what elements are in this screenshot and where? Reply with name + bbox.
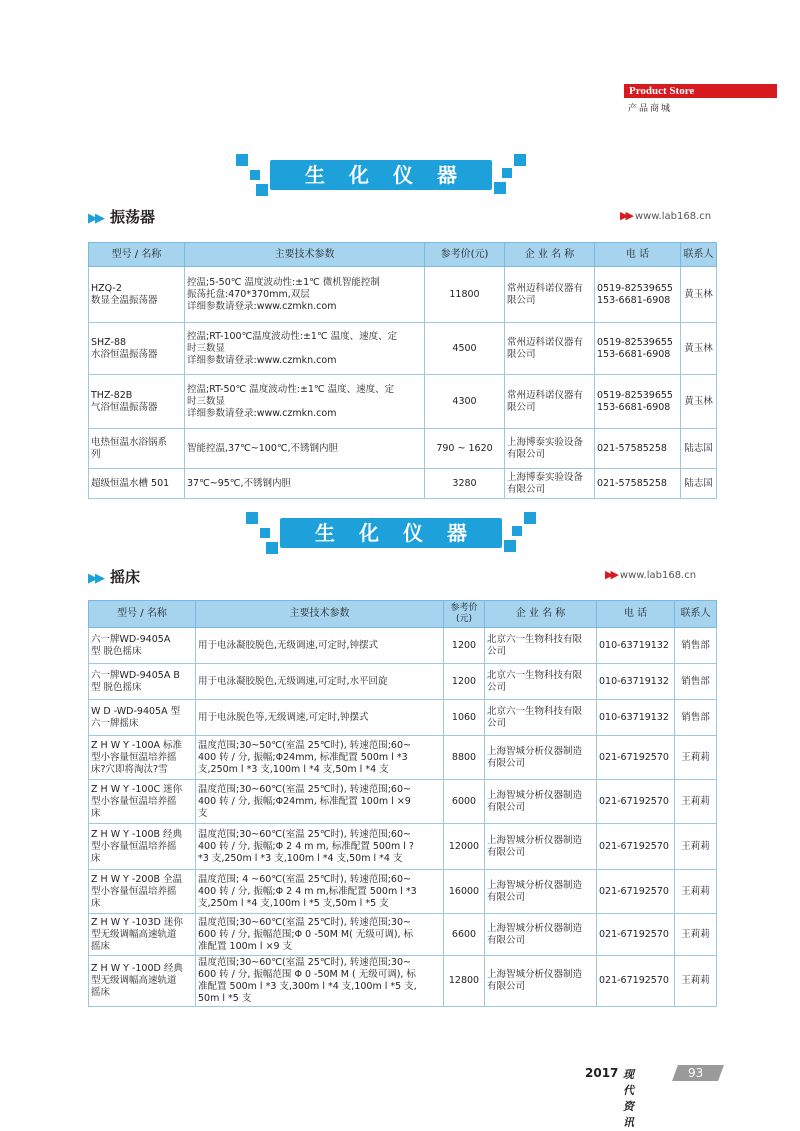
cell-contact: 陆志国	[681, 469, 717, 499]
cell-phone: 021-67192570	[597, 780, 675, 824]
column-header: 企 业 名 称	[485, 601, 597, 628]
cell-company: 上海智城分析仪器制造 有限公司	[485, 736, 597, 780]
table-row	[89, 628, 717, 664]
cell-contact: 王莉莉	[675, 914, 717, 956]
cell-params: 温度范围;30~60℃(室温 25℃时), 转速范围;30~ 600 转 / 分, 振幅范围;Φ 0 -50M M( 无级可调), 标 准配置 100m l ×9 支	[196, 914, 444, 956]
table-row	[89, 956, 717, 1007]
arrows-icon: ▶▶	[620, 209, 631, 222]
banner-main	[270, 160, 492, 190]
table-row	[89, 824, 717, 870]
cell-params: 控温;RT-50℃ 温度波动性:±1℃ 温度、速度、定 时三数显 详细参数请登录:www.czmkn.com	[185, 375, 425, 429]
cell-company: 常州迈科诺仪器有 限公司	[505, 375, 595, 429]
cell-price: 1200	[444, 628, 485, 664]
cell-company: 常州迈科诺仪器有 限公司	[505, 323, 595, 375]
banner-square	[514, 154, 526, 166]
section-title-text: 摇床	[110, 568, 141, 586]
table-row	[89, 780, 717, 824]
cell-contact: 王莉莉	[675, 824, 717, 870]
cell-phone: 010-63719132	[597, 628, 675, 664]
cell-phone: 0519-82539655 153-6681-6908	[595, 267, 681, 323]
cell-price: 6600	[444, 914, 485, 956]
cell-price: 12000	[444, 824, 485, 870]
site-link-text: www.lab168.cn	[634, 211, 712, 222]
brand-bar	[624, 84, 777, 98]
cell-company: 北京六一生物科技有限 公司	[485, 628, 597, 664]
banner-square	[260, 528, 270, 538]
cell-contact: 黄玉林	[681, 375, 717, 429]
cell-phone: 021-67192570	[597, 736, 675, 780]
table-row	[89, 323, 717, 375]
arrows-icon: ▶▶	[605, 568, 616, 581]
cell-contact: 王莉莉	[675, 736, 717, 780]
table-row	[89, 267, 717, 323]
cell-name: 电热恒温水浴锅系 列	[89, 429, 185, 469]
table-header-row	[89, 601, 717, 628]
cell-company: 上海智城分析仪器制造 有限公司	[485, 824, 597, 870]
cell-params: 用于电泳凝胶脱色,无级调速,可定时,钟摆式	[196, 628, 444, 664]
column-header: 企 业 名 称	[505, 243, 595, 267]
cell-params: 温度范围;30~50℃(室温 25℃时), 转速范围;60~ 400 转 / 分, 振幅;Φ24mm, 标准配置 500m l *3 支,250m l *3 支,100m l *4 支,50m l *4 支	[196, 736, 444, 780]
cell-company: 上海智城分析仪器制造 有限公司	[485, 780, 597, 824]
cell-price: 12800	[444, 956, 485, 1007]
arrows-icon: ▶▶	[88, 571, 102, 586]
column-header: 主要技术参数	[185, 243, 425, 267]
column-header: 联系人	[681, 243, 717, 267]
cell-name: W D -WD-9405A 型 六一牌摇床	[89, 700, 196, 736]
banner-title: 生化仪器	[305, 163, 481, 187]
cell-name: HZQ-2 数显全温振荡器	[89, 267, 185, 323]
cell-contact: 黄玉林	[681, 323, 717, 375]
brand-subtitle: 产品商城	[628, 104, 673, 114]
cell-phone: 010-63719132	[597, 664, 675, 700]
column-header: 型号 / 名称	[89, 243, 185, 267]
cell-contact: 王莉莉	[675, 780, 717, 824]
brand-label: Product Store	[629, 85, 695, 97]
cell-price: 3280	[425, 469, 505, 499]
cell-name: Z H W Y -100B 经典 型小容量恒温培养摇 床	[89, 824, 196, 870]
cell-phone: 021-67192570	[597, 956, 675, 1007]
table-row	[89, 469, 717, 499]
table-row	[89, 429, 717, 469]
cell-params: 控温;RT-100℃温度波动性:±1℃ 温度、速度、定 时三数显 详细参数请登录:www.czmkn.com	[185, 323, 425, 375]
banner-main	[280, 518, 502, 548]
table-row	[89, 700, 717, 736]
cell-price: 790 ~ 1620	[425, 429, 505, 469]
table-row	[89, 914, 717, 956]
cell-price: 11800	[425, 267, 505, 323]
cell-price: 4500	[425, 323, 505, 375]
cell-company: 上海智城分析仪器制造 有限公司	[485, 914, 597, 956]
table-row	[89, 664, 717, 700]
banner-title: 生化仪器	[315, 521, 491, 545]
cell-phone: 021-57585258	[595, 429, 681, 469]
table-row	[89, 736, 717, 780]
cell-name: Z H W Y -100C 迷你 型小容量恒温培养摇 床	[89, 780, 196, 824]
cell-company: 上海智城分析仪器制造 有限公司	[485, 956, 597, 1007]
cell-contact: 陆志国	[681, 429, 717, 469]
column-header: 参考价 (元)	[444, 601, 485, 628]
cell-contact: 黄玉林	[681, 267, 717, 323]
cell-params: 用于电泳脱色等,无级调速,可定时,钟摆式	[196, 700, 444, 736]
section-title	[88, 206, 155, 227]
cell-params: 温度范围;30~60℃(室温 25℃时), 转速范围;60~ 400 转 / 分, 振幅;Φ 2 4 m m, 标准配置 500m l ? *3 支,250m l *3 支,100m l *4 支,50m l *4 支	[196, 824, 444, 870]
column-header: 电 话	[595, 243, 681, 267]
cell-name: SHZ-88 水浴恒温振荡器	[89, 323, 185, 375]
column-header: 联系人	[675, 601, 717, 628]
cell-params: 用于电泳凝胶脱色,无级调速,可定时,水平回旋	[196, 664, 444, 700]
cell-phone: 0519-82539655 153-6681-6908	[595, 375, 681, 429]
cell-phone: 021-67192570	[597, 824, 675, 870]
cell-company: 北京六一生物科技有限 公司	[485, 664, 597, 700]
cell-company: 上海智城分析仪器制造 有限公司	[485, 870, 597, 914]
spec-table	[88, 242, 717, 499]
cell-company: 上海博泰实验设备 有限公司	[505, 429, 595, 469]
column-header: 型号 / 名称	[89, 601, 196, 628]
banner-square	[524, 512, 536, 524]
banner-square	[246, 512, 258, 524]
section-banner	[246, 512, 536, 554]
column-header: 电 话	[597, 601, 675, 628]
cell-name: 六一牌WD-9405A B 型 脱色摇床	[89, 664, 196, 700]
banner-square	[494, 182, 506, 194]
cell-name: Z H W Y -103D 迷你 型无级调幅高速轨道 摇床	[89, 914, 196, 956]
arrows-icon: ▶▶	[88, 211, 102, 226]
cell-price: 1060	[444, 700, 485, 736]
cell-name: 超级恒温水槽 501	[89, 469, 185, 499]
cell-name: Z H W Y -100D 经典 型无级调幅高速轨道 摇床	[89, 956, 196, 1007]
column-header: 主要技术参数	[196, 601, 444, 628]
cell-contact: 销售部	[675, 664, 717, 700]
cell-company: 常州迈科诺仪器有 限公司	[505, 267, 595, 323]
banner-square	[266, 542, 278, 554]
cell-params: 37℃~95℃,不锈钢内胆	[185, 469, 425, 499]
cell-contact: 王莉莉	[675, 870, 717, 914]
cell-contact: 销售部	[675, 700, 717, 736]
site-link-text: www.lab168.cn	[619, 570, 697, 581]
banner-square	[256, 184, 268, 196]
cell-name: Z H W Y -100A 标准 型小容量恒温培养摇 床?穴即将淘汰?雪	[89, 736, 196, 780]
cell-params: 温度范围;30~60℃(室温 25℃时), 转速范围;60~ 400 转 / 分, 振幅;Φ24mm, 标准配置 100m l ×9 支	[196, 780, 444, 824]
banner-square	[250, 170, 260, 180]
cell-params: 温度范围; 4 ~60℃(室温 25℃时), 转速范围;60~ 400 转 / 分, 振幅;Φ 2 4 m m,标准配置 500m l *3 支,250m l *4 支,100m l *5 支,50m l *5 支	[196, 870, 444, 914]
cell-params: 温度范围;30~60℃(室温 25℃时), 转速范围;30~ 600 转 / 分, 振幅范围 Φ 0 -50M M ( 无级可调), 标 准配置 500m l *3 支,300m l *4 支,100m l *5 支, 50m l *5 支	[196, 956, 444, 1007]
cell-price: 1200	[444, 664, 485, 700]
cell-price: 16000	[444, 870, 485, 914]
site-link[interactable]	[620, 209, 711, 222]
banner-square	[502, 168, 512, 178]
cell-phone: 021-67192570	[597, 914, 675, 956]
banner-square	[236, 154, 248, 166]
section-banner	[236, 154, 526, 196]
cell-params: 智能控温,37℃~100℃,不锈钢内胆	[185, 429, 425, 469]
page-number: 93	[688, 1066, 704, 1080]
cell-contact: 销售部	[675, 628, 717, 664]
cell-price: 8800	[444, 736, 485, 780]
column-header: 参考价(元)	[425, 243, 505, 267]
banner-square	[512, 526, 522, 536]
table-header-row	[89, 243, 717, 267]
cell-price: 6000	[444, 780, 485, 824]
cell-name: 六一牌WD-9405A 型 脱色摇床	[89, 628, 196, 664]
table-row	[89, 870, 717, 914]
cell-phone: 010-63719132	[597, 700, 675, 736]
section-title	[88, 566, 140, 587]
cell-phone: 021-67192570	[597, 870, 675, 914]
cell-company: 上海博泰实验设备 有限公司	[505, 469, 595, 499]
banner-square	[504, 540, 516, 552]
footer-year: 2017	[585, 1066, 619, 1080]
table-row	[89, 375, 717, 429]
cell-contact: 王莉莉	[675, 956, 717, 1007]
section-title-text: 振荡器	[110, 208, 156, 226]
cell-name: THZ-82B 气浴恒温振荡器	[89, 375, 185, 429]
cell-params: 控温;5-50℃ 温度波动性:±1℃ 微机智能控制 振荡托盘:470*370mm,双层 详细参数请登录:www.czmkn.com	[185, 267, 425, 323]
cell-company: 北京六一生物科技有限 公司	[485, 700, 597, 736]
spec-table	[88, 600, 717, 1007]
cell-name: Z H W Y -200B 全温 型小容量恒温培养摇 床	[89, 870, 196, 914]
site-link[interactable]	[605, 568, 696, 581]
cell-phone: 0519-82539655 153-6681-6908	[595, 323, 681, 375]
footer-magazine: 现代资讯	[623, 1068, 634, 1129]
cell-phone: 021-57585258	[595, 469, 681, 499]
cell-price: 4300	[425, 375, 505, 429]
